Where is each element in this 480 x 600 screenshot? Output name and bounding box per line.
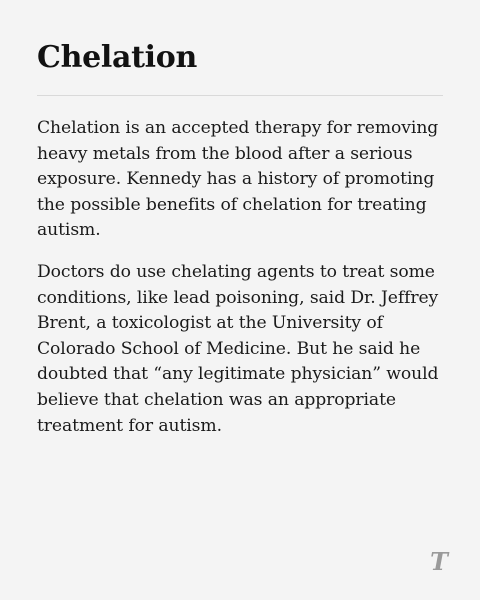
logo-glyph: T bbox=[430, 547, 448, 576]
article-paragraph: Doctors do use chelating agents to treat some conditions, like lead poisoning, said Dr. Jeffrey Brent, a toxicologist at the University of Colorado School of Medicine. But he said he doubted that “any legitimate physician” would believe that chelation was an appropriate treatment for autism. bbox=[37, 261, 439, 436]
article-paragraph: Chelation is an accepted therapy for removing heavy metals from the blood after a serious exposure. Kennedy has a history of promoting the possible benefits of chelation for treating autism. bbox=[37, 118, 439, 241]
nyt-t-logo-svg bbox=[424, 547, 454, 577]
article-title: Chelation bbox=[37, 40, 197, 75]
nyt-t-logo-icon bbox=[423, 546, 455, 578]
article-body bbox=[37, 116, 447, 455]
title-divider bbox=[37, 95, 443, 96]
